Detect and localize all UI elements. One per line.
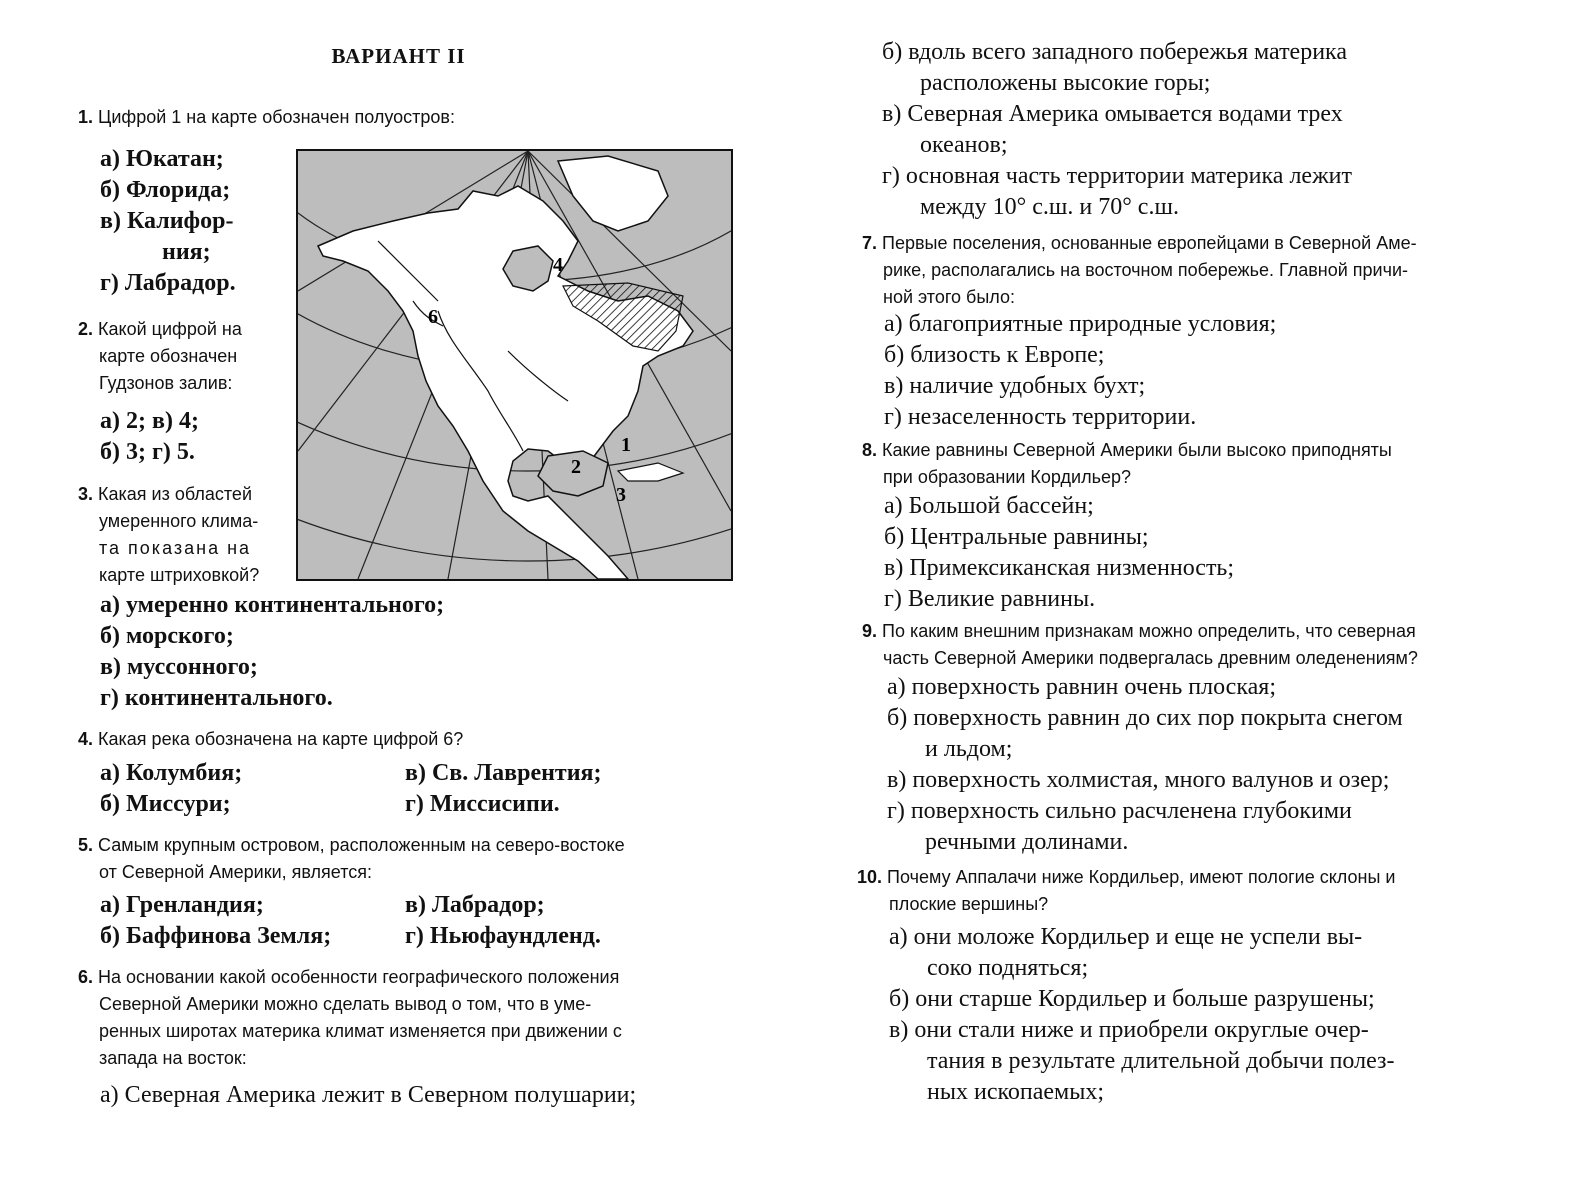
- question-5: [78, 832, 625, 886]
- option-b-cont: расположены высокие горы;: [920, 70, 1211, 96]
- option-c-cont-2: ных ископаемых;: [927, 1079, 1105, 1105]
- option-d: г) Лабрадор.: [100, 270, 236, 296]
- option-d-cont: между 10° с.ш. и 70° с.ш.: [920, 194, 1179, 220]
- question-text-line: Какая из областей: [98, 484, 252, 504]
- map-label-3: 3: [616, 484, 626, 506]
- question-text-line: при образовании Кордильер?: [883, 467, 1132, 487]
- question-number: 10.: [857, 867, 883, 887]
- question-number: 3.: [78, 484, 94, 504]
- option-d: г) Миссисипи.: [405, 791, 560, 817]
- question-text-line: Северной Америки можно сделать вывод о том, что в уме-: [99, 994, 592, 1014]
- question-1: [78, 104, 455, 131]
- question-text-line: Какие равнины Северной Америки были высоко приподняты: [882, 440, 1392, 460]
- option-a: а) поверхность равнин очень плоская;: [887, 674, 1276, 700]
- option-a: а) Большой бассейн;: [884, 493, 1094, 519]
- question-text-line: часть Северной Америки подвергалась древним оледенениям?: [883, 648, 1418, 668]
- option-b: б) Баффинова Земля;: [100, 923, 332, 949]
- option-c: в) муссонного;: [100, 654, 258, 680]
- option-c: в) Лабрадор;: [405, 892, 545, 918]
- option-c: в) Калифор-: [100, 208, 234, 234]
- option-d: г) Великие равнины.: [884, 586, 1096, 612]
- option-a: а) благоприятные природные условия;: [884, 311, 1277, 337]
- option-d: г) Ньюфаундленд.: [405, 923, 601, 949]
- question-text-line: плоские вершины?: [889, 894, 1049, 914]
- map-label-1: 1: [621, 434, 631, 456]
- option-a-cont: соко подняться;: [927, 955, 1089, 981]
- question-number: 8.: [862, 440, 878, 460]
- right-page: [797, 0, 1594, 1193]
- question-text-line: На основании какой особенности географического положения: [98, 967, 620, 987]
- option-b: б) они старше Кордильер и больше разрушены;: [889, 986, 1375, 1012]
- option-a: а) Гренландия;: [100, 892, 264, 918]
- question-number: 7.: [862, 233, 878, 253]
- option-a: а) умеренно континентального;: [100, 592, 445, 618]
- question-4: [78, 726, 463, 753]
- question-6-options-cont: [882, 37, 1352, 223]
- question-text-line: карте штриховкой?: [99, 565, 260, 585]
- question-text-line: Самым крупным островом, расположенным на северо-востоке: [98, 835, 625, 855]
- option-c-cont-1: тания в результате длительной добычи полез-: [927, 1048, 1395, 1074]
- question-text-line: та показана на: [99, 538, 252, 558]
- option-b: б) Флорида;: [100, 177, 231, 203]
- question-number: 5.: [78, 835, 94, 855]
- option-c-cont: океанов;: [920, 132, 1008, 158]
- question-text-line: Первые поселения, основанные европейцами в Северной Аме-: [882, 233, 1417, 253]
- question-text: Какая река обозначена на карте цифрой 6?: [98, 729, 464, 749]
- option-a: а) Колумбия;: [100, 760, 243, 786]
- option-c: в) они стали ниже и приобрели округлые очер-: [889, 1017, 1369, 1043]
- option-a: а) Северная Америка лежит в Северном полушарии;: [100, 1082, 637, 1108]
- question-7: [862, 230, 1417, 311]
- question-3: [78, 481, 259, 589]
- question-number: 6.: [78, 967, 94, 987]
- option-b: б) морского;: [100, 623, 234, 649]
- question-10: [857, 864, 1395, 918]
- question-number: 1.: [78, 107, 94, 127]
- option-d: г) поверхность сильно расчленена глубокими: [887, 798, 1352, 824]
- question-2: [78, 316, 242, 397]
- option-b-cont: и льдом;: [925, 736, 1013, 762]
- question-text-line: ренных широтах материка климат изменяется при движении с: [99, 1021, 622, 1041]
- option-d-cont: речными долинами.: [925, 829, 1129, 855]
- question-10-options: [889, 922, 1394, 1108]
- question-number: 2.: [78, 319, 94, 339]
- option-a: а) они моложе Кордильер и еще не успели вы-: [889, 924, 1363, 950]
- option-b: б) вдоль всего западного побережья материка: [882, 39, 1347, 65]
- option-c: в) Примексиканская низменность;: [884, 555, 1235, 581]
- map-label-4: 4: [553, 254, 563, 276]
- option-d: г) основная часть территории материка лежит: [882, 163, 1352, 189]
- question-text-line: от Северной Америки, является:: [99, 862, 372, 882]
- north-america-map: [296, 149, 733, 581]
- question-text-line: умеренного клима-: [99, 511, 259, 531]
- question-text-line: запада на восток:: [99, 1048, 247, 1068]
- variant-title: ВАРИАНТ II: [331, 44, 466, 68]
- question-number: 9.: [862, 621, 878, 641]
- question-text: Цифрой 1 на карте обозначен полуостров:: [98, 107, 455, 127]
- option-a: а) Юкатан;: [100, 146, 224, 172]
- option-c-cont: ния;: [162, 239, 211, 265]
- option-c: в) наличие удобных бухт;: [884, 373, 1146, 399]
- option-row-1: а) 2; в) 4;: [100, 408, 199, 434]
- map-graphic: [298, 151, 731, 579]
- question-text-line: Какой цифрой на: [98, 319, 242, 339]
- option-b: б) Миссури;: [100, 791, 231, 817]
- question-text-line: По каким внешним признакам можно определить, что северная: [882, 621, 1416, 641]
- option-c: в) Св. Лаврентия;: [405, 760, 602, 786]
- question-text-line: рике, располагались на восточном побережье. Главной причи-: [883, 260, 1409, 280]
- option-b: б) Центральные равнины;: [884, 524, 1149, 550]
- question-text-line: ной этого было:: [883, 287, 1015, 307]
- option-d: г) незаселенность территории.: [884, 404, 1197, 430]
- map-label-6: 6: [428, 306, 438, 328]
- option-b: б) близость к Европе;: [884, 342, 1105, 368]
- question-number: 4.: [78, 729, 94, 749]
- question-text-line: Почему Аппалачи ниже Кордильер, имеют пологие склоны и: [887, 867, 1396, 887]
- question-text-line: Гудзонов залив:: [99, 373, 233, 393]
- option-c: в) Северная Америка омывается водами трех: [882, 101, 1343, 127]
- option-b: б) поверхность равнин до сих пор покрыта снегом: [887, 705, 1403, 731]
- option-c: в) поверхность холмистая, много валунов и озер;: [887, 767, 1390, 793]
- question-8: [862, 437, 1392, 491]
- question-9: [862, 618, 1418, 672]
- map-label-2: 2: [571, 456, 581, 478]
- option-row-2: б) 3; г) 5.: [100, 439, 195, 465]
- question-6: [78, 964, 622, 1072]
- option-d: г) континентального.: [100, 685, 333, 711]
- question-9-options: [887, 672, 1403, 858]
- question-text-line: карте обозначен: [99, 346, 238, 366]
